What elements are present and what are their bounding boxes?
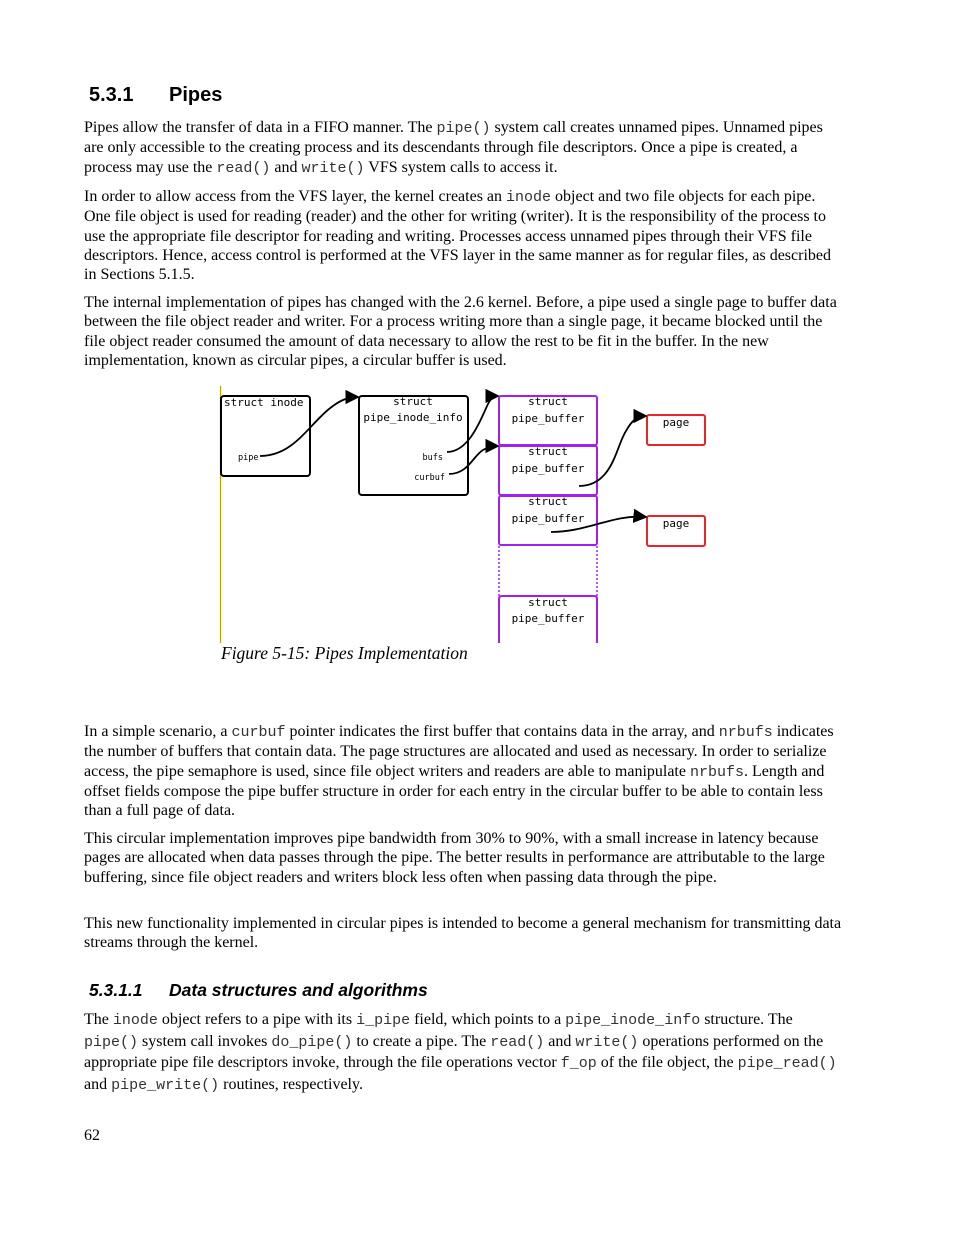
section-number: 5.3.1 [89,84,134,106]
subsection-number: 5.3.1.1 [89,980,143,1000]
svg-text:pipe_buffer: pipe_buffer [511,612,585,625]
paragraph-general-mechanism: This new functionality implemented in circular pipes is intended to become a general mechanism for transmitting data streams through the kernel. [84,915,842,952]
code-pipe: pipe() [436,120,491,137]
paragraph-vfs-access: In order to allow access from the VFS layer, the kernel creates an inode object and two file objects for each pipe. One file object is used for reading (reader) and the other for writing (writer). It is the responsibility of the process to use the appropriate file descriptor for reading and writing. Processes access unnamed pipes through their VFS file descriptors. Hence, access control is performed at the VFS layer in the same manner as for regular files, as described in Sections 5.1.5. [84,188,831,284]
section-title: Pipes [169,84,223,106]
paragraph-implementation: The internal implementation of pipes has changed with the 2.6 kernel. Before, a pipe used a single page to buffer data between the file object reader and writer. For a process writing more than a single page, it became blocked until the file object reader consumed the amount of data necessary to allow the rest to be fit in the buffer. In the new implementation, known as circular pipes, a circular buffer is used. [84,294,837,369]
inode-box-label: struct inode [224,396,304,409]
svg-text:struct: struct [528,395,568,408]
code-inode: inode [506,189,552,206]
page-number: 62 [84,1127,100,1144]
page-1 [647,415,705,445]
svg-text:struct: struct [528,495,568,508]
paragraph-intro: Pipes allow the transfer of data in a FIFO manner. The pipe() system call creates unnamed pipes. Unnamed pipes are only accessible to the creating process and its descendants through file descriptors. Once a pipe is created, a process may use the read() and write() VFS system calls to access it. [84,119,823,177]
info-field-bufs: bufs [422,453,443,463]
pipe-buffer-array [499,395,597,643]
info-field-curbuf: curbuf [414,473,445,483]
code-write: write() [301,159,365,177]
figure-caption: Figure 5-15: Pipes Implementation [221,643,468,663]
svg-text:struct: struct [528,445,568,458]
subsection-heading [89,980,428,1001]
paragraph-curbuf: In a simple scenario, a curbuf pointer indicates the first buffer that contains data in the array, and nrbufs indicates the number of buffers that contain data. The page structures are allocated and used as necessary. In order to serialize access, the pipe semaphore is used, since file object writers and readers are able to manipulate nrbufs. Length and offset fields compose the pipe buffer structure in order for each entry in the circular buffer to be able to contain less than a full page of data. [84,723,834,820]
svg-text:pipe_inode_info: pipe_inode_info [363,411,463,424]
svg-text:pipe_buffer: pipe_buffer [511,412,585,425]
paragraph-data-structures: The inode object refers to a pipe with its i_pipe field, which points to a pipe_inode_info structure. The pipe() system call invokes do_pipe() to create a pipe. The read() and write() operations performed on the appropriate pipe file descriptors invoke, through the file operations vector f_op of the file object, the pipe_read() and pipe_write() routines, respectively. [84,1011,837,1094]
svg-text:page: page [662,517,690,530]
code-read: read() [216,159,271,177]
svg-text:page: page [662,416,690,429]
inode-box [221,396,310,476]
code-nrbufs-2: nrbufs [689,763,744,781]
code-nrbufs: nrbufs [718,724,773,741]
section-heading [89,84,222,107]
paragraph-bandwidth: This circular implementation improves pipe bandwidth from 30% to 90%, with a small increase in latency because pages are allocated when data passes through the pipe. The better results in performance are attributable to the large buffering, since file object readers and writers block less often when passing data through the pipe. [84,830,825,886]
subsection-title: Data structures and algorithms [169,980,428,1000]
svg-text:pipe_buffer: pipe_buffer [511,512,585,525]
pipe-inode-info-box [359,395,468,495]
svg-text:struct: struct [528,596,568,609]
pipes-implementation-figure [218,386,718,646]
code-curbuf: curbuf [231,724,286,741]
inode-field-pipe: pipe [238,453,259,463]
page-2 [647,516,705,546]
svg-text:struct: struct [393,395,433,408]
svg-text:pipe_buffer: pipe_buffer [511,462,585,475]
